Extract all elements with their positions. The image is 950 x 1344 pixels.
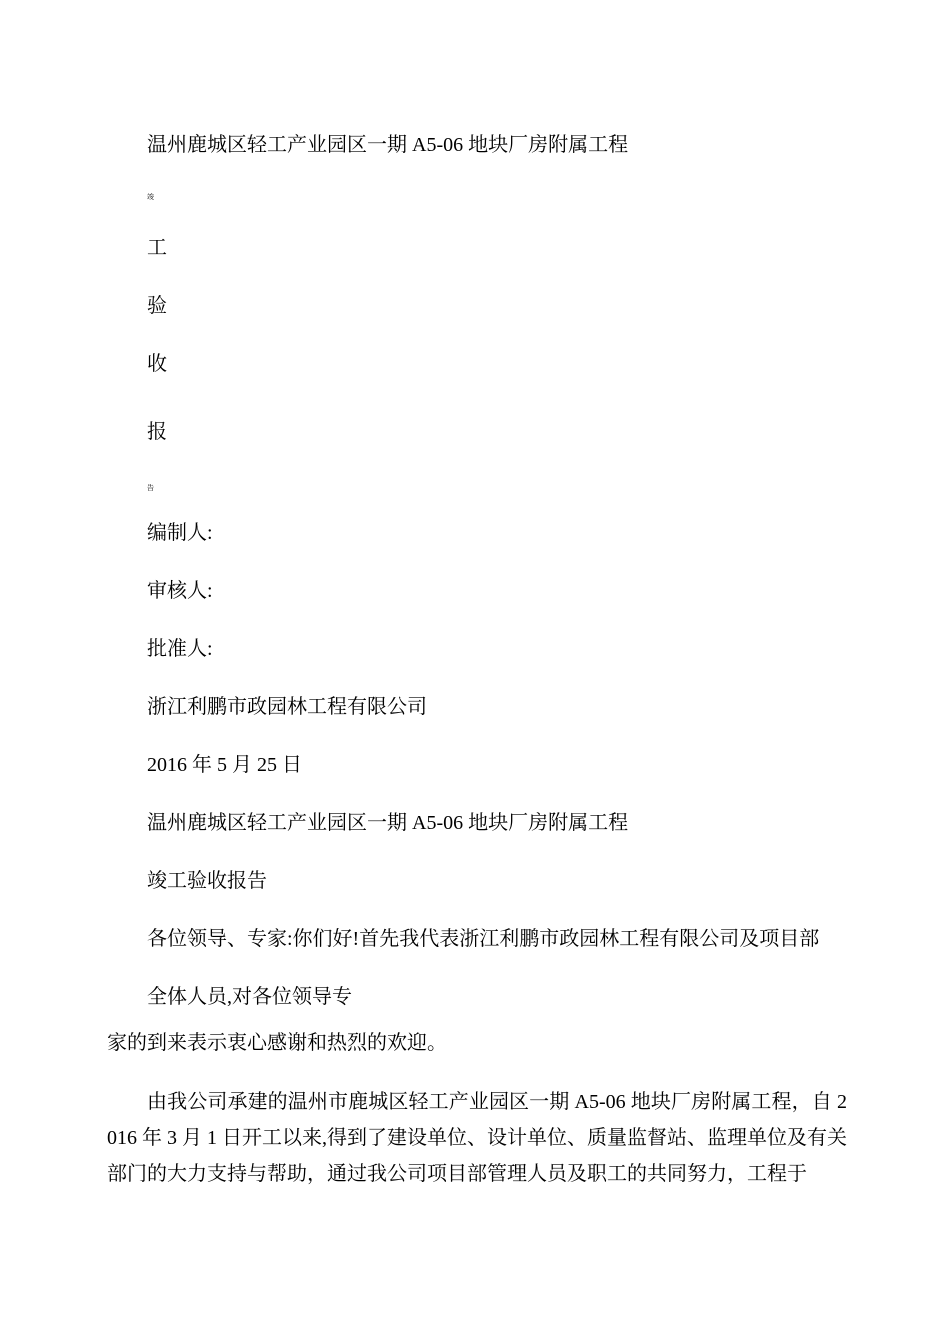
project-title: 温州鹿城区轻工产业园区一期 A5-06 地块厂房附属工程 bbox=[147, 134, 629, 156]
vertical-title-char: 收 bbox=[147, 353, 167, 375]
compiler-label: 编制人: bbox=[147, 522, 213, 544]
company-name: 浙江利鹏市政园林工程有限公司 bbox=[147, 696, 427, 718]
vertical-title-char: 工 bbox=[147, 237, 167, 259]
report-subtitle: 竣工验收报告 bbox=[147, 870, 267, 892]
report-title: 温州鹿城区轻工产业园区一期 A5-06 地块厂房附属工程 bbox=[147, 812, 629, 834]
approver-label: 批准人: bbox=[147, 638, 213, 660]
greeting-line: 家的到来表示衷心感谢和热烈的欢迎。 bbox=[107, 1032, 447, 1054]
greeting-line: 各位领导、专家:你们好!首先我代表浙江利鹏市政园林工程有限公司及项目部 bbox=[147, 928, 820, 950]
small-mark: 竣 bbox=[147, 193, 154, 201]
reviewer-label: 审核人: bbox=[147, 580, 213, 602]
small-mark: 告 bbox=[147, 484, 154, 492]
vertical-title-char: 验 bbox=[147, 295, 167, 317]
greeting-line: 全体人员,对各位领导专 bbox=[147, 986, 352, 1008]
vertical-title-char: 报 bbox=[147, 421, 167, 443]
body-paragraph: 由我公司承建的温州市鹿城区轻工产业园区一期 A5-06 地块厂房附属工程，自 2016 年 3 月 1 日开工以来,得到了建设单位、设计单位、质量监督站、监理单位及有关部门的大力支持与帮助，通过我公司项目部管理人员及职工的共同努力，工程于 bbox=[107, 1091, 847, 1185]
report-date: 2016 年 5 月 25 日 bbox=[147, 754, 302, 776]
